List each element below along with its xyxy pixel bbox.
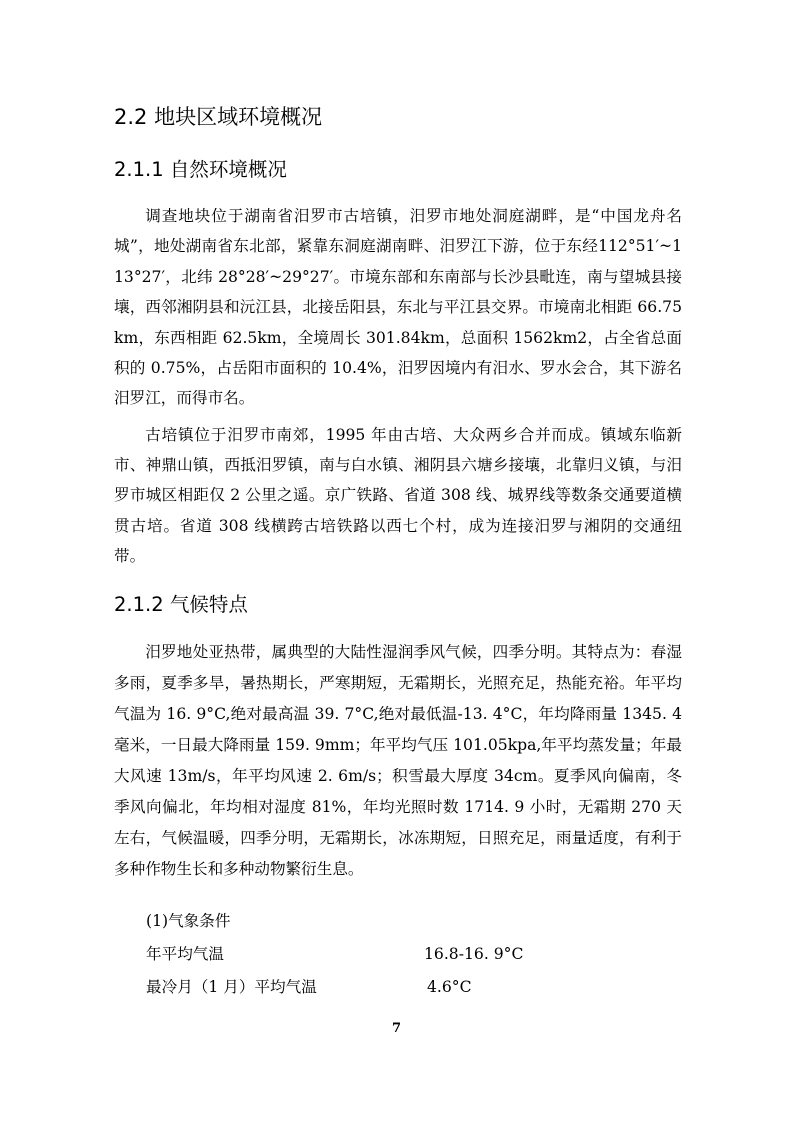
condition-row: [146, 941, 686, 967]
condition-label: 年平均气温: [146, 945, 224, 963]
paragraph-climate: 汨罗地处亚热带，属典型的大陆性湿润季风气候，四季分明。其特点为：春湿多雨，夏季多旱，暑热期长，严寒期短，无霜期长，光照充足，热能充裕。年平均气温为 16. 9°C,绝对最高温 39. 7°C,绝对最低温-13. 4°C，年均降雨量 1345. 4毫米，一日最大降雨量 159. 9mm；年平均气压 101.05kpa,年平均蒸发量；年最大风速 13m/s，年平均风速 2. 6m/s；积雪最大厚度 34cm。夏季风向偏南，冬季风向偏北，年均相对湿度 81%，年均光照时数 1714. 9 小时，无霜期 270 天左右，气候温暖，四季分明，无霜期长，冰冻期短，日照充足，雨量适度，有利于多种作物生长和多种动物繁衍生息。: [114, 643, 682, 878]
section-title: 2.2 地块区域环境概况: [114, 105, 323, 129]
paragraph-gupei-town: 古培镇位于汨罗市南郊，1995 年由古培、大众两乡合并而成。镇域东临新市、神鼎山镇，西抵汨罗镇，南与白水镇、湘阴县六塘乡接壤，北靠归义镇，与汨罗市城区相距仅 2 公里之遥。京广铁路、省道 308 线、城界线等数条交通要道横贯古培。省道 308 线横跨古培铁路以西七个村，成为连接汨罗与湘阴的交通纽带。: [114, 426, 682, 565]
condition-value: 4.6°C: [427, 978, 472, 996]
page-number: 7: [391, 1021, 402, 1036]
subsection-heading-natural: 2.1.1 自然环境概况: [114, 158, 287, 181]
weather-conditions-label: (1)气象条件: [146, 912, 231, 930]
condition-row: [146, 974, 686, 1000]
condition-label: 最冷月（1 月）平均气温: [146, 978, 317, 996]
condition-value: 16.8-16. 9°C: [424, 945, 524, 963]
subsection-heading-climate: 2.1.2 气候特点: [114, 593, 248, 616]
paragraph-location: 调查地块位于湖南省汨罗市古培镇，汨罗市地处洞庭湖畔，是“中国龙舟名城”，地处湖南省东北部，紧靠东洞庭湖南畔、汨罗江下游，位于东经112°51′~113°27′，北纬 28°28′~29°27′。市境东部和东南部与长沙县毗连，南与望城县接壤，西邻湘阴县和沅江县，北接岳阳县，东北与平江县交界。市境南北相距 66.75km，东西相距 62.5km，全境周长 301.84km，总面积 1562km2，占全省总面积的 0.75%，占岳阳市面积的 10.4%，汨罗因境内有汨水、罗水会合，其下游名汨罗江，而得市名。: [114, 207, 682, 408]
